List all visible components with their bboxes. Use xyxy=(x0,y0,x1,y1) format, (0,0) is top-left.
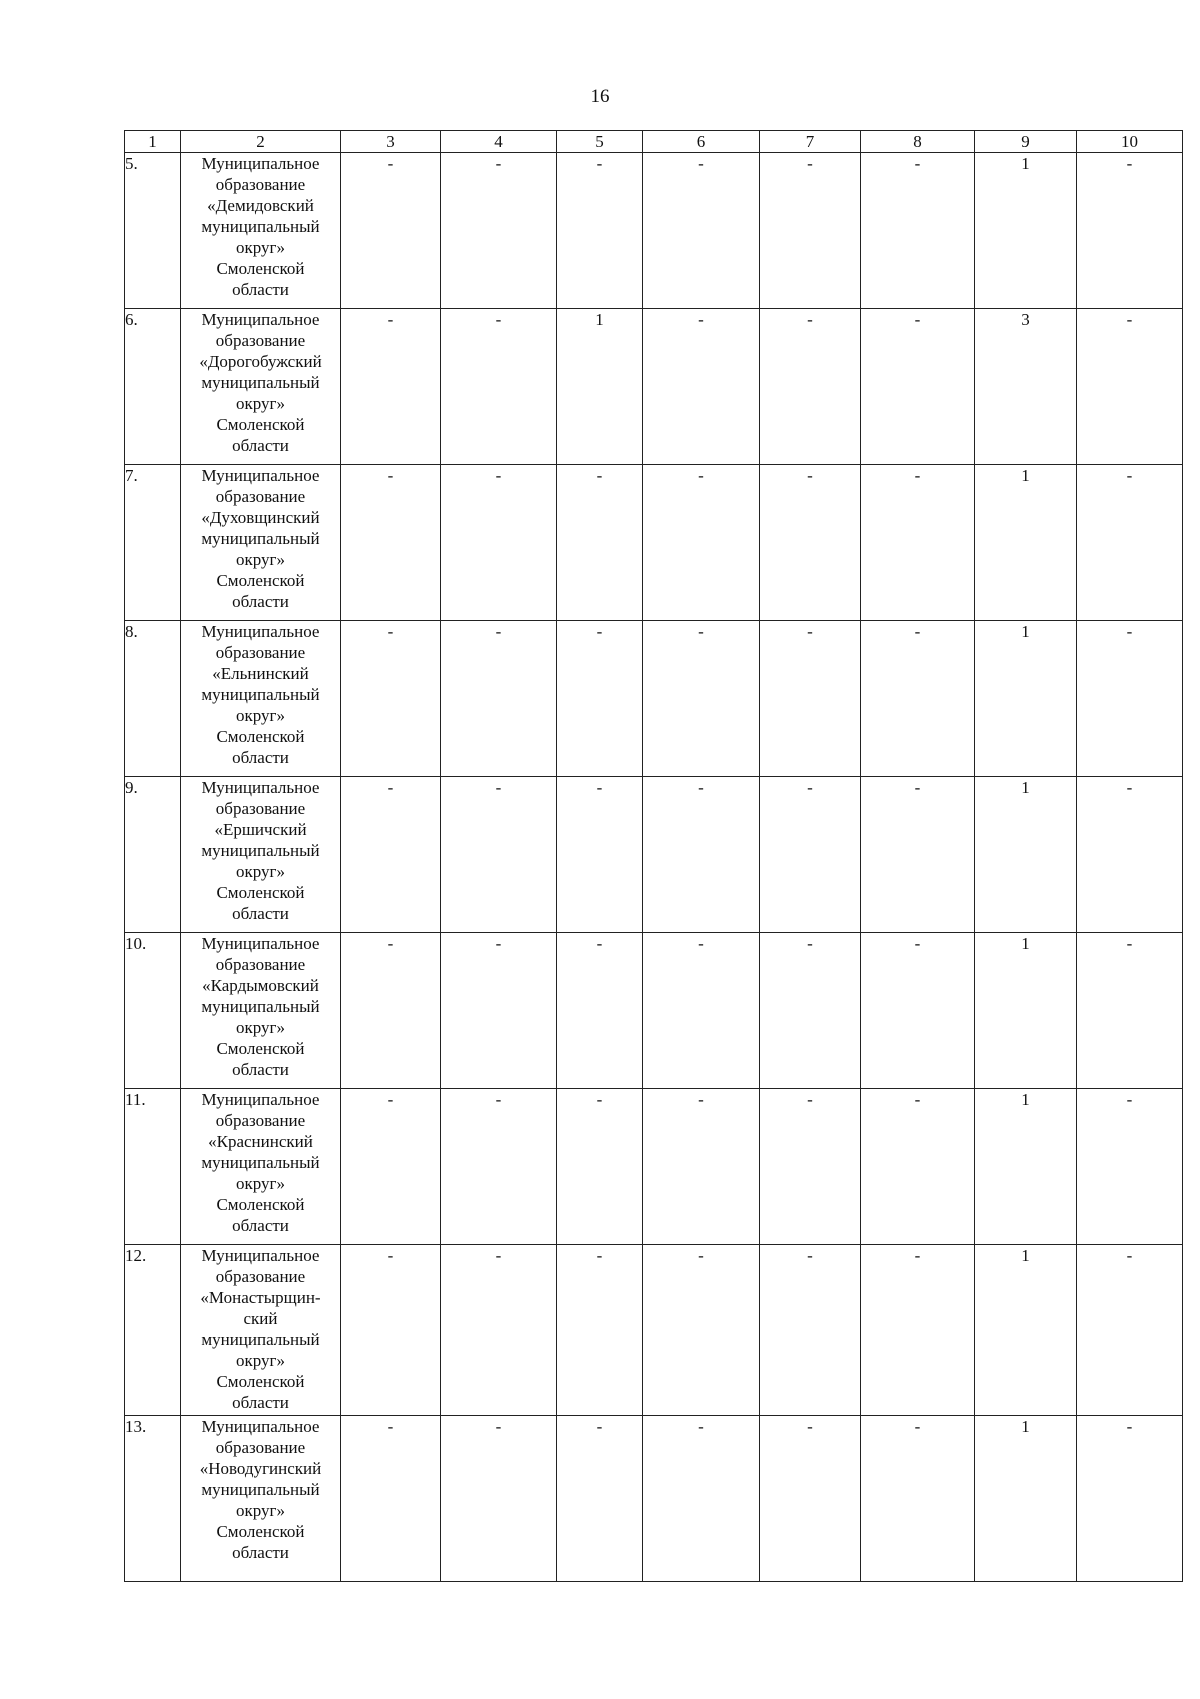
table-row xyxy=(125,933,1183,1089)
value-cell: - xyxy=(341,621,441,777)
municipality-name-line: области xyxy=(232,592,289,611)
value-cell: - xyxy=(643,153,760,309)
value-cell: - xyxy=(1077,933,1183,1089)
table-row xyxy=(125,1416,1183,1582)
municipality-name-line: области xyxy=(232,1393,289,1412)
municipality-name-line: округ» xyxy=(235,1351,285,1370)
municipality-name-line: «Ершичский xyxy=(214,820,307,839)
value-cell: - xyxy=(557,777,643,933)
value-cell: - xyxy=(643,309,760,465)
value-cell: - xyxy=(557,153,643,309)
municipality-name-line: Муниципальное xyxy=(201,1246,320,1265)
value-cell: - xyxy=(557,1245,643,1416)
municipality-name-line: Смоленской xyxy=(216,259,305,278)
value-cell: - xyxy=(1077,153,1183,309)
value-cell: - xyxy=(441,153,557,309)
municipality-name-line: «Ельнинский xyxy=(212,664,309,683)
municipality-name-line: Смоленской xyxy=(216,1195,305,1214)
value-cell: - xyxy=(760,1245,861,1416)
municipality-name-line: муниципальный xyxy=(201,1330,320,1349)
municipality-name-line: Смоленской xyxy=(216,1372,305,1391)
municipality-name-line: муниципальный xyxy=(201,373,320,392)
column-header: 6 xyxy=(643,131,760,153)
row-number: 6. xyxy=(125,309,181,465)
value-cell: - xyxy=(341,1245,441,1416)
value-cell: - xyxy=(861,777,975,933)
municipality-name-line: Муниципальное xyxy=(201,778,320,797)
value-cell: - xyxy=(341,933,441,1089)
value-cell: - xyxy=(441,1089,557,1245)
value-cell: - xyxy=(341,1089,441,1245)
municipality-name xyxy=(181,465,341,621)
column-header: 8 xyxy=(861,131,975,153)
municipality-name-line: Муниципальное xyxy=(201,622,320,641)
municipality-name-line: Муниципальное xyxy=(201,1090,320,1109)
value-cell: - xyxy=(341,777,441,933)
municipality-name-line: образование xyxy=(215,487,306,506)
municipality-name-line: области xyxy=(232,436,289,455)
municipality-name-line: Муниципальное xyxy=(201,1417,320,1436)
value-cell: - xyxy=(341,309,441,465)
municipality-name-line: округ» xyxy=(235,238,285,257)
column-header: 2 xyxy=(181,131,341,153)
municipality-name-line: муниципальный xyxy=(201,1480,320,1499)
value-cell: - xyxy=(1077,465,1183,621)
municipality-name-line: округ» xyxy=(235,394,285,413)
municipality-name-line: муниципальный xyxy=(201,217,320,236)
row-number: 13. xyxy=(125,1416,181,1582)
municipality-name-line: области xyxy=(232,904,289,923)
municipality-name-line: «Духовщинский xyxy=(201,508,320,527)
municipality-name-line: муниципальный xyxy=(201,997,320,1016)
municipality-name xyxy=(181,777,341,933)
value-cell: - xyxy=(441,465,557,621)
value-cell: - xyxy=(1077,1089,1183,1245)
row-number: 5. xyxy=(125,153,181,309)
table-row xyxy=(125,309,1183,465)
municipality-name xyxy=(181,1416,341,1582)
value-cell: - xyxy=(557,933,643,1089)
value-cell: - xyxy=(441,621,557,777)
value-cell: - xyxy=(760,621,861,777)
column-header: 1 xyxy=(125,131,181,153)
value-cell: 3 xyxy=(975,309,1077,465)
municipality-name-line: области xyxy=(232,1543,289,1562)
municipality-name xyxy=(181,153,341,309)
municipality-name-line: округ» xyxy=(235,550,285,569)
table-row xyxy=(125,621,1183,777)
value-cell: 1 xyxy=(975,1416,1077,1582)
municipality-name-line: «Краснинский xyxy=(208,1132,313,1151)
value-cell: - xyxy=(441,1416,557,1582)
municipality-name-line: Муниципальное xyxy=(201,466,320,485)
municipality-name-line: Смоленской xyxy=(216,883,305,902)
table-row xyxy=(125,1245,1183,1416)
municipality-name-line: образование xyxy=(215,175,306,194)
value-cell: - xyxy=(760,1089,861,1245)
value-cell: - xyxy=(760,1416,861,1582)
municipality-name-line: образование xyxy=(215,1438,306,1457)
value-cell: - xyxy=(643,777,760,933)
value-cell: - xyxy=(643,1416,760,1582)
value-cell: - xyxy=(557,1089,643,1245)
value-cell: - xyxy=(341,465,441,621)
column-header: 4 xyxy=(441,131,557,153)
column-header: 5 xyxy=(557,131,643,153)
value-cell: - xyxy=(1077,1245,1183,1416)
value-cell: - xyxy=(643,465,760,621)
value-cell: 1 xyxy=(975,621,1077,777)
table-row xyxy=(125,465,1183,621)
municipality-name-line: образование xyxy=(215,799,306,818)
municipality-name-line: области xyxy=(232,280,289,299)
municipality-name-line: Смоленской xyxy=(216,571,305,590)
value-cell: - xyxy=(441,933,557,1089)
municipality-name-line: муниципальный xyxy=(201,1153,320,1172)
municipality-name-line: Смоленской xyxy=(216,1039,305,1058)
municipality-name-line: «Кардымовский xyxy=(202,976,319,995)
municipality-name-line: образование xyxy=(215,331,306,350)
municipality-name-line: округ» xyxy=(235,1018,285,1037)
value-cell: - xyxy=(1077,1416,1183,1582)
municipality-name-line: «Демидовский xyxy=(207,196,314,215)
municipality-name-line: области xyxy=(232,748,289,767)
municipality-name-line: Смоленской xyxy=(216,1522,305,1541)
value-cell: - xyxy=(341,153,441,309)
header-row xyxy=(125,131,1183,153)
value-cell: - xyxy=(861,933,975,1089)
value-cell: - xyxy=(760,153,861,309)
value-cell: - xyxy=(643,933,760,1089)
value-cell: - xyxy=(760,465,861,621)
municipality-name-line: муниципальный xyxy=(201,529,320,548)
table-row xyxy=(125,153,1183,309)
municipality-name-line: округ» xyxy=(235,1174,285,1193)
value-cell: - xyxy=(861,309,975,465)
table-row xyxy=(125,777,1183,933)
value-cell: - xyxy=(341,1416,441,1582)
municipality-name-line: Муниципальное xyxy=(201,310,320,329)
value-cell: - xyxy=(643,621,760,777)
value-cell: - xyxy=(441,1245,557,1416)
value-cell: 1 xyxy=(975,465,1077,621)
value-cell: - xyxy=(861,1416,975,1582)
value-cell: - xyxy=(760,777,861,933)
value-cell: - xyxy=(760,933,861,1089)
municipality-name-line: образование xyxy=(215,1267,306,1286)
value-cell: - xyxy=(557,1416,643,1582)
page-number: 16 xyxy=(590,86,610,107)
municipality-name-line: Муниципальное xyxy=(201,934,320,953)
municipality-name-line: округ» xyxy=(235,1501,285,1520)
municipality-name-line: муниципальный xyxy=(201,685,320,704)
value-cell: - xyxy=(643,1089,760,1245)
municipality-name xyxy=(181,621,341,777)
value-cell: - xyxy=(861,465,975,621)
value-cell: - xyxy=(861,621,975,777)
municipality-name-line: округ» xyxy=(235,706,285,725)
value-cell: - xyxy=(643,1245,760,1416)
municipality-name-line: округ» xyxy=(235,862,285,881)
value-cell: 1 xyxy=(975,153,1077,309)
municipality-name-line: области xyxy=(232,1216,289,1235)
value-cell: - xyxy=(441,309,557,465)
column-header: 7 xyxy=(760,131,861,153)
row-number: 8. xyxy=(125,621,181,777)
municipality-name-line: Смоленской xyxy=(216,415,305,434)
value-cell: - xyxy=(861,153,975,309)
municipality-name-line: «Новодугинский xyxy=(199,1459,322,1478)
value-cell: - xyxy=(760,309,861,465)
municipality-name xyxy=(181,309,341,465)
municipality-name-line: муниципальный xyxy=(201,841,320,860)
municipality-name xyxy=(181,933,341,1089)
column-header: 9 xyxy=(975,131,1077,153)
municipality-name xyxy=(181,1245,341,1416)
value-cell: 1 xyxy=(557,309,643,465)
municipality-name-line: Муниципальное xyxy=(201,154,320,173)
value-cell: 1 xyxy=(975,1089,1077,1245)
value-cell: - xyxy=(557,621,643,777)
municipality-name-line: области xyxy=(232,1060,289,1079)
data-table xyxy=(124,130,1183,1582)
value-cell: - xyxy=(861,1089,975,1245)
municipality-name-line: «Монастырщин- xyxy=(200,1288,321,1307)
value-cell: 1 xyxy=(975,933,1077,1089)
municipality-name-line: «Дорогобужский xyxy=(199,352,322,371)
table-row xyxy=(125,1089,1183,1245)
municipality-name-line: образование xyxy=(215,1111,306,1130)
row-number: 7. xyxy=(125,465,181,621)
value-cell: - xyxy=(1077,309,1183,465)
value-cell: - xyxy=(861,1245,975,1416)
value-cell: - xyxy=(557,465,643,621)
municipality-name-line: образование xyxy=(215,955,306,974)
row-number: 10. xyxy=(125,933,181,1089)
value-cell: - xyxy=(1077,621,1183,777)
municipality-name-line: Смоленской xyxy=(216,727,305,746)
row-number: 12. xyxy=(125,1245,181,1416)
value-cell: - xyxy=(441,777,557,933)
municipality-name xyxy=(181,1089,341,1245)
value-cell: 1 xyxy=(975,777,1077,933)
row-number: 11. xyxy=(125,1089,181,1245)
value-cell: - xyxy=(1077,777,1183,933)
municipality-name-line: ский xyxy=(243,1309,278,1328)
row-number: 9. xyxy=(125,777,181,933)
value-cell: 1 xyxy=(975,1245,1077,1416)
column-header: 10 xyxy=(1077,131,1183,153)
municipality-name-line: образование xyxy=(215,643,306,662)
column-header: 3 xyxy=(341,131,441,153)
